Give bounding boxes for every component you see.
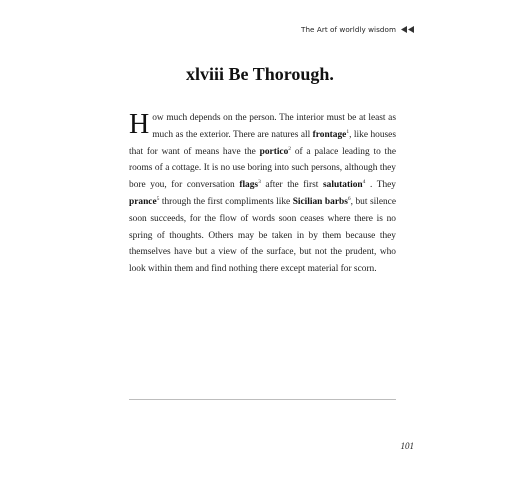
glossary-term: flags <box>239 180 259 191</box>
footnote-marker: 6 <box>347 195 351 202</box>
glossary-term: salutation <box>323 180 363 191</box>
text-run: , like houses that for want of means have the <box>129 129 396 157</box>
text-run: through the first compliments like <box>159 196 293 207</box>
text-run: of a palace leading to the rooms of a cottage. It is no use boring into such persons, although they bore you, for conversation <box>129 146 397 191</box>
text-run: after the first <box>260 180 323 191</box>
body-paragraph <box>129 110 396 278</box>
text-run: , but silence soon succeeds, for the flow of words soon ceases where there is no spring of thoughts. Others may be taken in by them because they themselves have but a view of the surface, but not the prudent, who look within them and find nothing there except material for scorn. <box>129 196 397 275</box>
glossary-term: Sicilian barbs <box>292 196 348 207</box>
chapter-title: xlviii Be Thorough. <box>186 64 334 84</box>
footnote-divider <box>129 399 396 400</box>
drop-cap: H <box>129 109 150 140</box>
footnote-marker: 4 <box>362 179 366 186</box>
footnote-marker: 2 <box>288 145 292 152</box>
glossary-term: prance <box>129 196 157 207</box>
text-run: . They <box>365 180 396 191</box>
glossary-term: frontage <box>312 129 347 140</box>
footnote-marker: 3 <box>258 179 261 186</box>
footnote-marker: 1 <box>346 128 350 135</box>
running-head <box>301 25 414 34</box>
footnote-marker: 5 <box>156 195 160 202</box>
page-number: 101 <box>400 441 414 451</box>
double-left-triangle-icon <box>401 26 414 33</box>
glossary-term: portico <box>259 146 289 157</box>
running-head-title: The Art of worldly wisdom <box>301 25 396 34</box>
text-run: ow much depends on the person. The interior must be at least as much as the exterior. There are natures all <box>152 113 396 140</box>
